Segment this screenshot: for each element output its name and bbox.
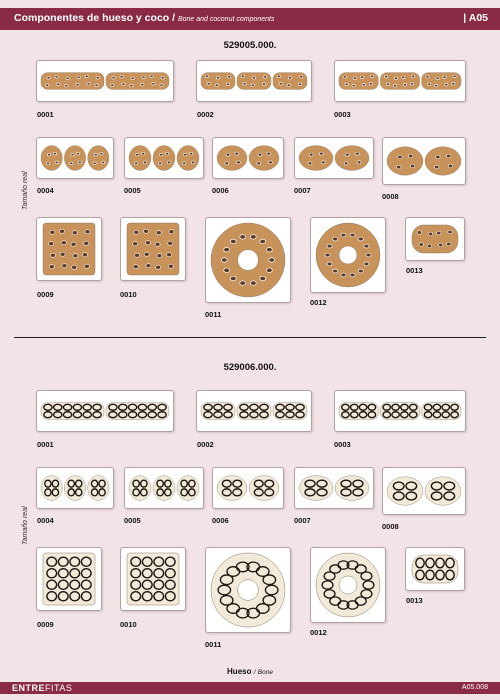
product-code-label: 0005 <box>124 186 141 195</box>
product-image-hueso-10 <box>120 547 186 611</box>
product-code-label: 0013 <box>406 596 423 605</box>
product-code-label: 0008 <box>382 192 399 201</box>
section-ref-hueso: 529006.000. <box>223 362 277 373</box>
section-ref-coco: 529005.000. <box>223 40 277 51</box>
product-code-label: 0011 <box>205 310 222 319</box>
product-image-coco-7 <box>294 137 374 179</box>
product-code-label: 0004 <box>37 516 54 525</box>
product-code-label: 0009 <box>37 290 54 299</box>
product-image-coco-3 <box>334 60 466 102</box>
product-image-coco-10 <box>120 217 186 281</box>
product-code-label: 0010 <box>120 620 137 629</box>
page-subtitle: Bone and coconut components <box>177 16 275 23</box>
page-title: Componentes de hueso y coco / Bone and coconut components <box>14 12 275 24</box>
product-image-hueso-11 <box>205 547 291 633</box>
product-code-label: 0003 <box>334 110 351 119</box>
section-divider <box>14 337 486 338</box>
side-label-actual-size: Tamaño real <box>22 171 29 210</box>
page-code: A05.008 <box>461 684 488 691</box>
page-header <box>0 8 500 30</box>
product-image-hueso-8 <box>382 467 466 515</box>
product-image-hueso-7 <box>294 467 374 509</box>
product-code-label: 0011 <box>205 640 222 649</box>
product-image-coco-11 <box>205 217 291 303</box>
product-image-hueso-2 <box>196 390 312 432</box>
product-code-label: 0001 <box>37 440 54 449</box>
brand-logo: ENTREFITAS <box>12 683 73 693</box>
product-image-hueso-9 <box>36 547 102 611</box>
product-image-hueso-13 <box>405 547 465 591</box>
product-code-label: 0001 <box>37 110 54 119</box>
product-image-hueso-5 <box>124 467 204 509</box>
product-code-label: 0013 <box>406 266 423 275</box>
product-image-hueso-4 <box>36 467 114 509</box>
product-image-coco-5 <box>124 137 204 179</box>
material-label: Hueso / Bone <box>227 667 273 676</box>
product-image-hueso-1 <box>36 390 174 432</box>
product-code-label: 0004 <box>37 186 54 195</box>
product-code-label: 0002 <box>197 440 214 449</box>
product-image-coco-8 <box>382 137 466 185</box>
product-code-label: 0008 <box>382 522 399 531</box>
section-code: | A05 <box>463 12 488 24</box>
product-code-label: 0009 <box>37 620 54 629</box>
product-code-label: 0006 <box>212 186 229 195</box>
product-code-label: 0012 <box>310 628 327 637</box>
product-image-coco-4 <box>36 137 114 179</box>
page-footer <box>0 682 500 694</box>
product-image-hueso-12 <box>310 547 386 623</box>
product-image-coco-6 <box>212 137 284 179</box>
product-image-coco-9 <box>36 217 102 281</box>
product-image-hueso-6 <box>212 467 284 509</box>
product-image-coco-1 <box>36 60 174 102</box>
product-code-label: 0007 <box>294 186 311 195</box>
product-image-coco-2 <box>196 60 312 102</box>
product-code-label: 0003 <box>334 440 351 449</box>
product-image-coco-12 <box>310 217 386 293</box>
product-code-label: 0006 <box>212 516 229 525</box>
product-code-label: 0005 <box>124 516 141 525</box>
product-image-hueso-3 <box>334 390 466 432</box>
product-code-label: 0007 <box>294 516 311 525</box>
product-code-label: 0002 <box>197 110 214 119</box>
product-code-label: 0010 <box>120 290 137 299</box>
product-image-coco-13 <box>405 217 465 261</box>
product-code-label: 0012 <box>310 298 327 307</box>
side-label-actual-size: Tamaño real <box>22 506 29 545</box>
